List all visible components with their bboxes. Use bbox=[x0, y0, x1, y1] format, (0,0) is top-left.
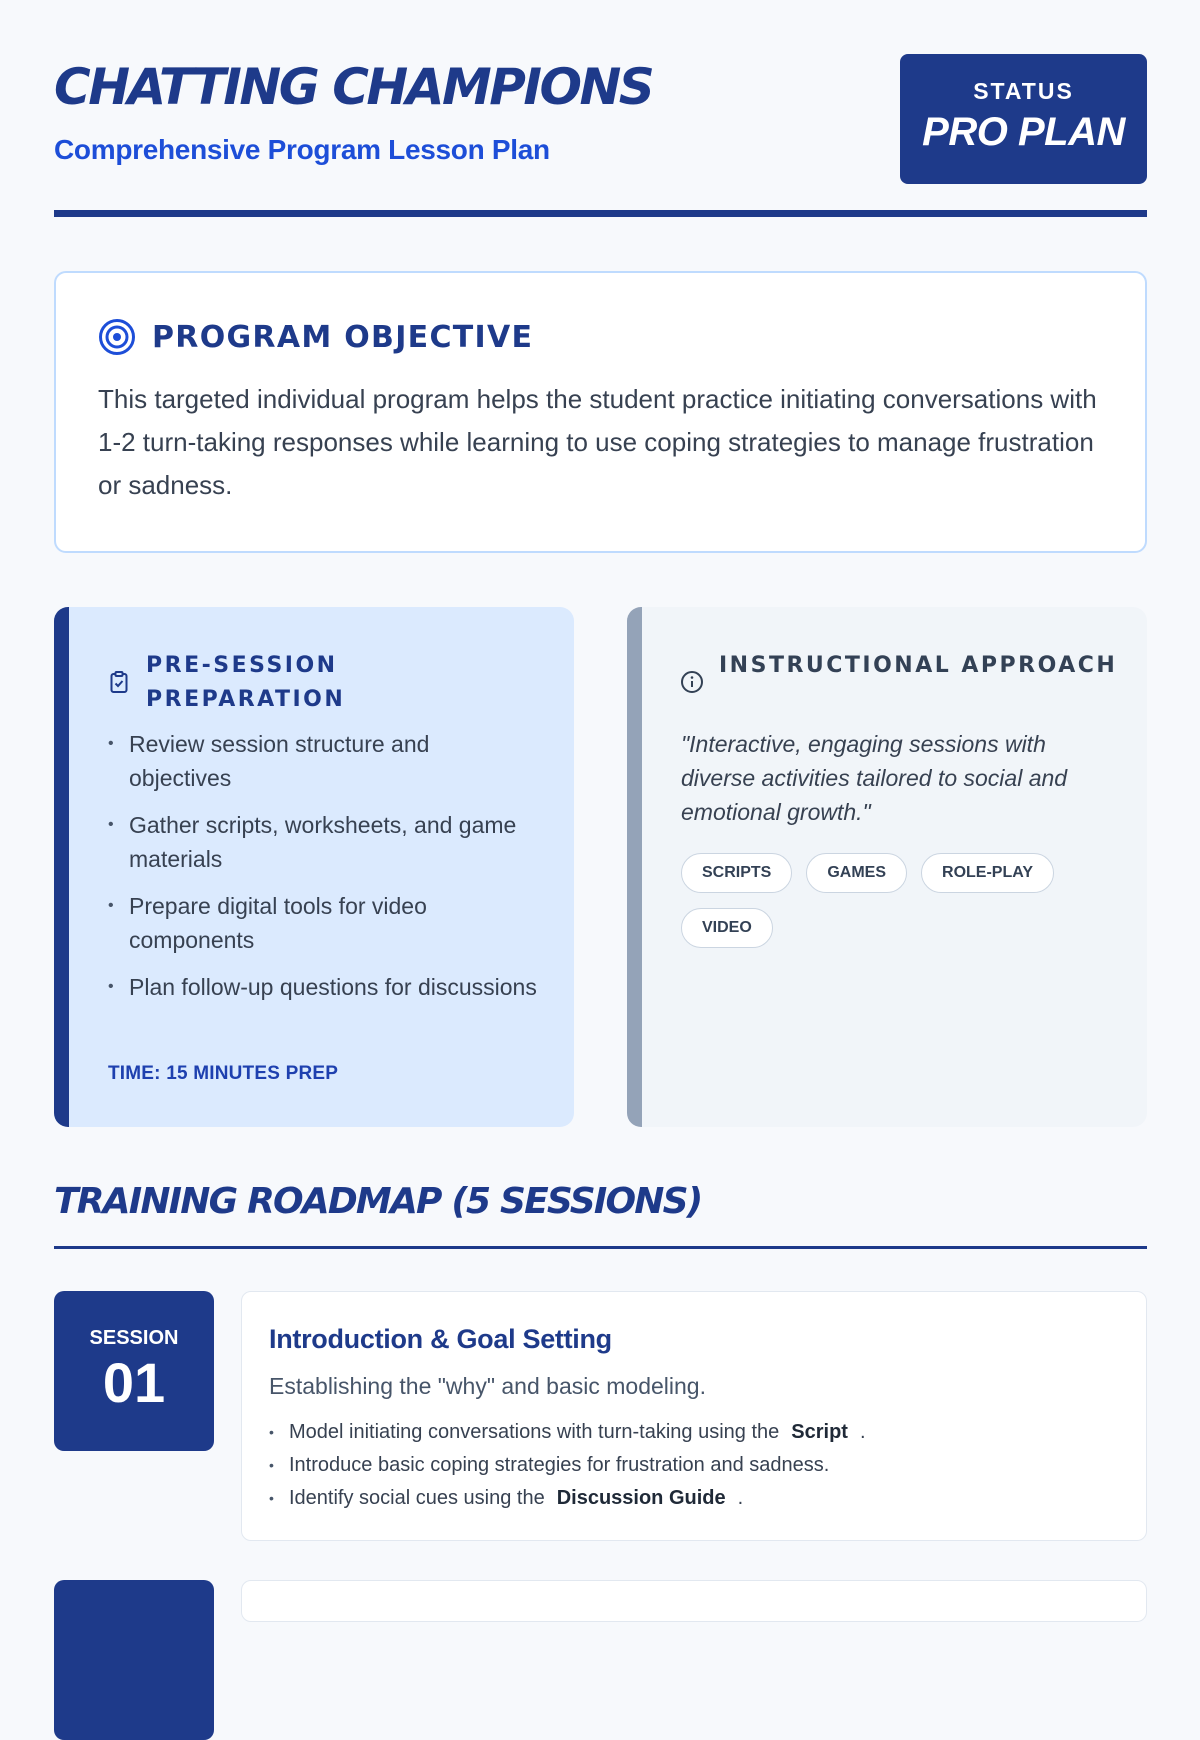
activity-text: Model initiating conversations with turn-taking using the bbox=[289, 1421, 780, 1443]
preparation-heading: PRE-SESSION PREPARATION bbox=[146, 653, 346, 712]
roadmap-divider bbox=[54, 1246, 1147, 1249]
pre-session-preparation-card bbox=[54, 607, 574, 1127]
tag-video: VIDEO bbox=[681, 908, 773, 948]
list-item: • Introduce basic coping strategies for frustration and sadness. bbox=[269, 1449, 866, 1482]
header-divider bbox=[54, 210, 1147, 217]
page-subtitle: Comprehensive Program Lesson Plan bbox=[54, 134, 550, 165]
session-number-badge bbox=[54, 1291, 214, 1451]
session-activities bbox=[269, 1416, 866, 1515]
status-badge bbox=[900, 54, 1147, 184]
preparation-list bbox=[108, 727, 538, 1017]
instructional-approach-card bbox=[627, 607, 1147, 1127]
target-icon bbox=[98, 318, 136, 356]
tag-role-play: ROLE-PLAY bbox=[921, 853, 1054, 893]
status-value: PRO PLAN bbox=[922, 110, 1125, 154]
activity-text: Identify social cues using the bbox=[289, 1487, 545, 1509]
approach-quote: "Interactive, engaging sessions with diverse activities tailored to social and emotional growth." bbox=[681, 731, 1068, 825]
session-number-badge-next bbox=[54, 1580, 214, 1740]
activity-punct: . bbox=[859, 1421, 866, 1443]
activity-material: Discussion Guide bbox=[556, 1487, 726, 1509]
approach-tags bbox=[681, 853, 1101, 948]
clipboard-check-icon bbox=[107, 670, 131, 694]
list-item: • Gather scripts, worksheets, and game materials bbox=[108, 808, 538, 876]
list-item: • Prepare digital tools for video components bbox=[108, 889, 538, 957]
session-title: Introduction & Goal Setting bbox=[269, 1324, 612, 1354]
list-item: • Review session structure and objectives bbox=[108, 727, 538, 795]
session-number: 01 bbox=[102, 1351, 166, 1414]
session-description: Establishing the "why" and basic modeling. bbox=[269, 1373, 706, 1399]
approach-heading: INSTRUCTIONAL APPROACH bbox=[719, 653, 1118, 678]
card-accent-bar bbox=[54, 607, 69, 1127]
objective-heading: PROGRAM OBJECTIVE bbox=[152, 320, 534, 355]
tag-games: GAMES bbox=[806, 853, 907, 893]
status-label: STATUS bbox=[973, 78, 1074, 104]
session-label: SESSION bbox=[89, 1327, 179, 1349]
list-item: • Plan follow-up questions for discussions bbox=[108, 970, 538, 1004]
list-item bbox=[269, 1416, 866, 1449]
tag-scripts: SCRIPTS bbox=[681, 853, 792, 893]
session-card-next bbox=[241, 1580, 1147, 1622]
program-objective-card bbox=[54, 271, 1147, 553]
activity-punct: . bbox=[737, 1487, 744, 1509]
prep-time: TIME: 15 MINUTES PREP bbox=[108, 1063, 339, 1084]
lesson-plan-page bbox=[54, 0, 1147, 1509]
list-item bbox=[269, 1482, 866, 1515]
session-card bbox=[241, 1291, 1147, 1541]
activity-material: Script bbox=[791, 1421, 848, 1443]
page-title: CHATTING CHAMPIONS bbox=[54, 58, 653, 116]
objective-text: This targeted individual program helps the student practice initiating conversations with 1-2 turn-taking responses while learning to use coping strategies to manage frustration or sadness. bbox=[98, 384, 1097, 500]
card-accent-bar bbox=[627, 607, 642, 1127]
roadmap-title: TRAINING ROADMAP (5 SESSIONS) bbox=[54, 1181, 702, 1222]
page-header bbox=[54, 0, 1147, 217]
info-icon bbox=[680, 670, 704, 694]
